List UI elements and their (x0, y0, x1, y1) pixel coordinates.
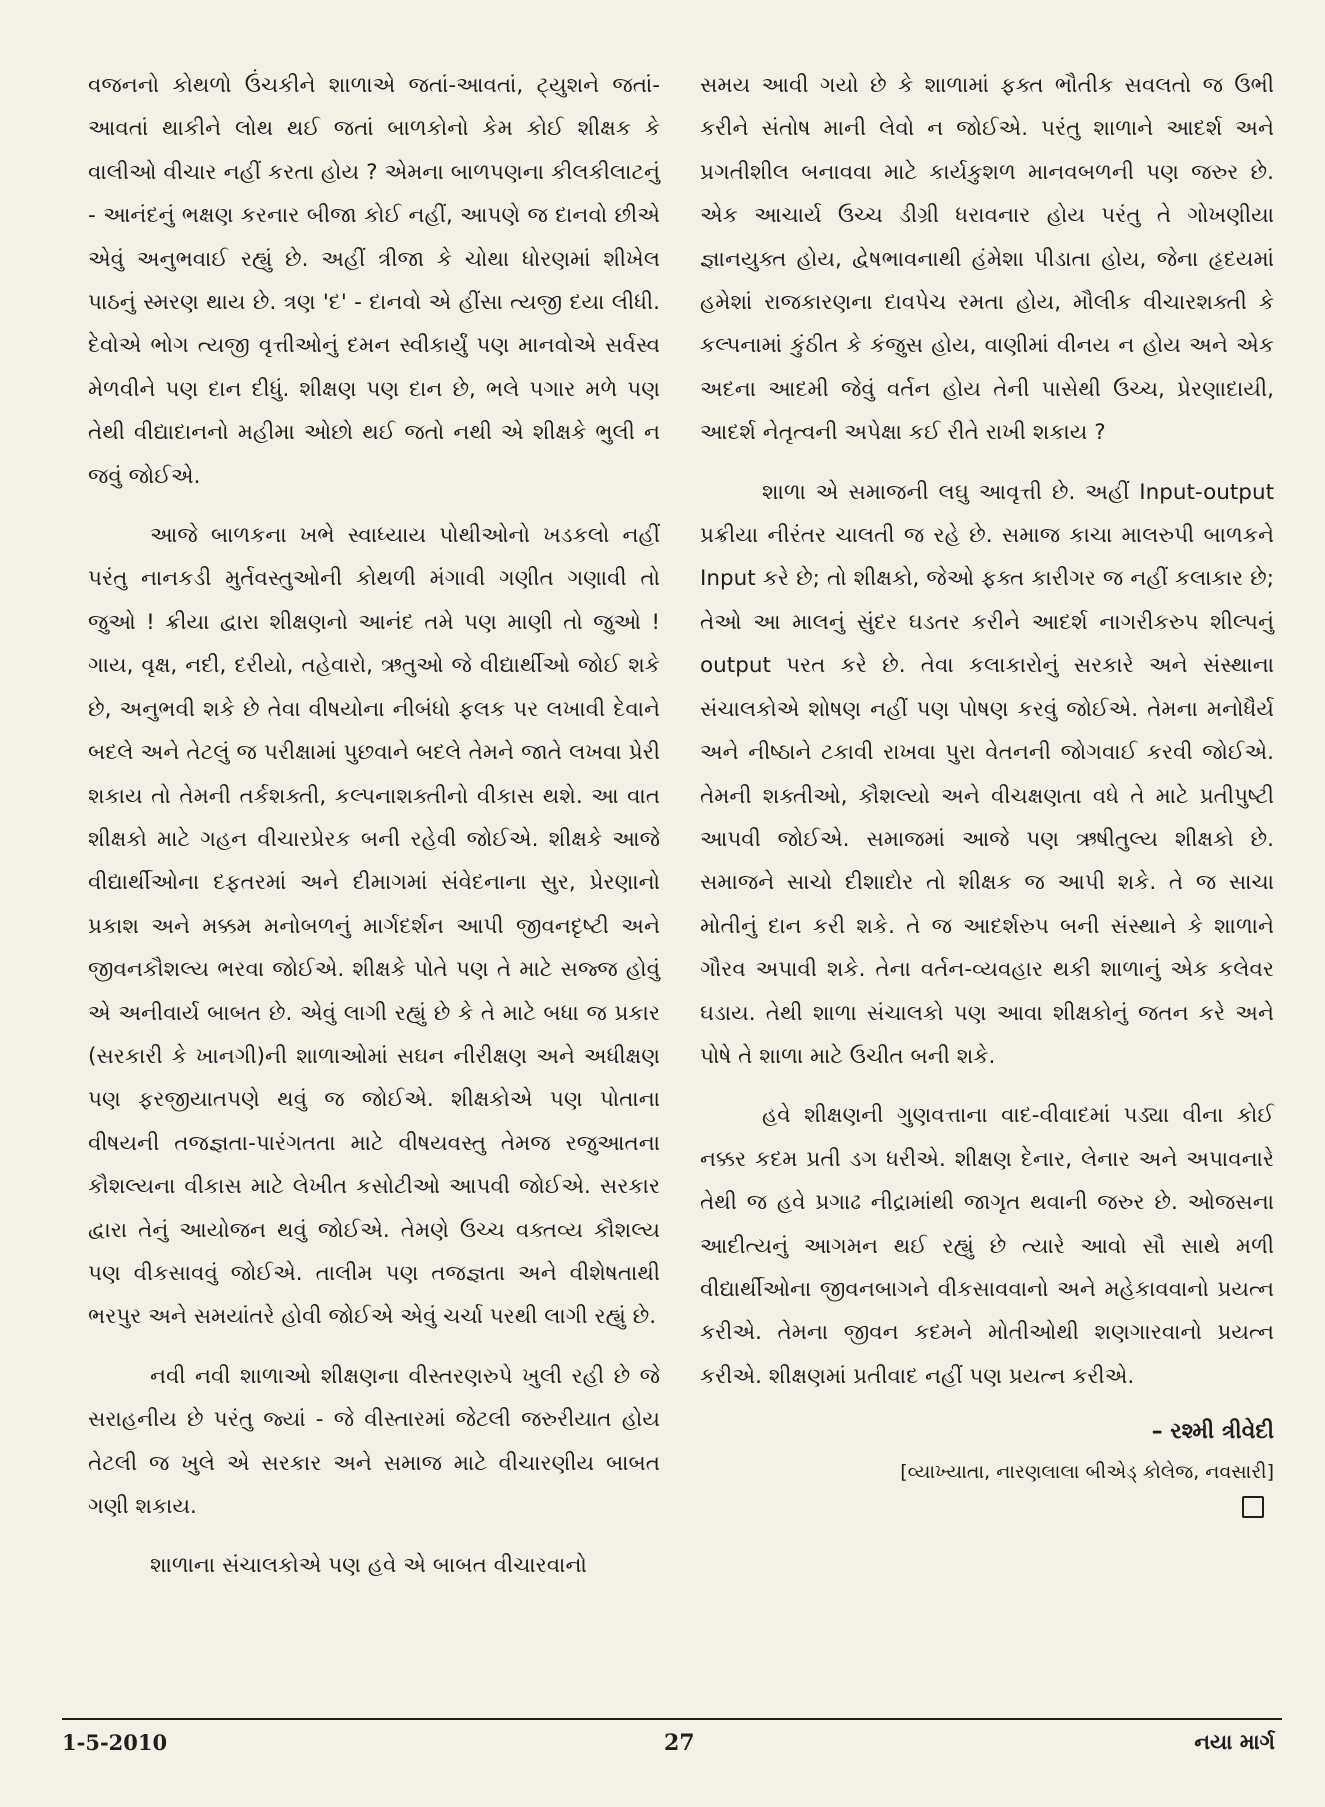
page-number: 27 (664, 1730, 695, 1756)
author-affiliation: [વ્યાખ્યાતા, નારણલાલા બીએડ્ કોલેજ, નવસારી] (900, 1461, 1274, 1484)
paragraph: શાળા એ સમાજની લઘુ આવૃત્તી છે. અહીં Input-output પ્રક્રીયા નીરંતર ચાલતી જ રહે છે. સમાજ કાચા માલરુપી બાળકને Input કરે છે; તો શીક્ષકો, જેઓ ફક્ત કારીગર જ નહીં કલાકાર છે; તેઓ આ માલનું સુંદર ઘડતર કરીને આદર્શ નાગરીકરુપ શીલ્પનું output પરત કરે છે. તેવા કલાકારોનું સરકારે અને સંસ્થાના સંચાલકોએ શોષણ નહીં પણ પોષણ કરવું જોઈએ. તેમના મનોધૈર્ય અને નીષ્ઠાને ટકાવી રાખવા પુરા વેતનની જોગવાઈ કરવી જોઈએ. તેમની શક્તીઓ, કૌશલ્યો અને વીચક્ષણતા વધે તે માટે પ્રતીપુષ્ટી આપવી જોઈએ. સમાજમાં આજે પણ ઋષીતુલ્ય શીક્ષકો છે. સમાજને સાચો દીશાદોર તો શીક્ષક જ આપી શકે. તે જ સાચા મોતીનું દાન કરી શકે. તે જ આદર્શરુપ બની સંસ્થાને કે શાળાને ગૌરવ અપાવી શકે. તેના વર્તન-વ્યવહાર થકી શાળાનું એક કલેવર ઘડાય. તેથી શાળા સંચાલકો પણ આવા શીક્ષકોનું જતન કરે અને પોષે તે શાળા માટે ઉચીત બની શકે. (700, 479, 1274, 1069)
paragraph: શાળાના સંચાલકોએ પણ હવે એ બાબત વીચારવાનો (150, 1553, 587, 1579)
paragraph: આજે બાળકના ખભે સ્વાધ્યાય પોથીઓનો ખડકલો નહીં પરંતુ નાનકડી મુર્તવસ્તુઓની કોથળી મંગાવી ગણીત ગણાવી તો જુઓ ! ક્રીયા દ્વારા શીક્ષણનો આનંદ તમે પણ માણી તો જુઓ ! ગાય, વૃક્ષ, નદી, દરીયો, તહેવારો, ઋતુઓ જે વીદ્યાર્થીઓ જોઈ શકે છે, અનુભવી શકે છે તેવા વીષયોના નીબંધો ફલક પર લખાવી દેવાને બદલે અને તેટલું જ પરીક્ષામાં પુછવાને બદલે તેમને જાતે લખવા પ્રેરી શકાય તો તેમની તર્કશક્તી, કલ્પનાશક્તીનો વીકાસ થશે. આ વાત શીક્ષકો માટે ગહન વીચારપ્રેરક બની રહેવી જોઈએ. શીક્ષકે આજે વીદ્યાર્થીઓના દફતરમાં અને દીમાગમાં સંવેદનાના સુર, પ્રેરણાનો પ્રકાશ અને મક્કમ મનોબળનું માર્ગદર્શન આપી જીવનદૃષ્ટી અને જીવનકૌશલ્ય ભરવા જોઈએ. શીક્ષકે પોતે પણ તે માટે સજ્જ હોવું એ અનીવાર્ય બાબત છે. એવું લાગી રહ્યું છે કે તે માટે બધા જ પ્રકાર (સરકારી કે ખાનગી)ની શાળાઓમાં સઘન નીરીક્ષણ અને અધીક્ષણ પણ ફરજીયાતપણે થવું જ જોઈએ. શીક્ષકોએ પણ પોતાના વીષયની તજજ્ઞતા-પારંગતતા માટે વીષયવસ્તુ તેમજ રજુઆતના કૌશલ્યના વીકાસ માટે લેખીત કસોટીઓ આપવી જોઈએ. સરકાર દ્વારા તેનું આયોજન થવું જોઈએ. તેમણે ઉચ્ચ વક્તવ્ય કૌશલ્ય પણ વીકસાવવું જોઈએ. તાલીમ પણ તજજ્ઞતા અને વીશેષતાથી ભરપુર અને સમયાંતરે હોવી જોઈએ એવું ચર્ચા પરથી લાગી રહ્યું છે. (88, 523, 660, 1330)
issue-date: 1-5-2010 (62, 1730, 168, 1755)
paragraph: વજનનો કોથળો ઉંચકીને શાળાએ જતાં-આવતાં, ટ્યુશને જતાં-આવતાં થાકીને લોથ થઈ જતાં બાળકોનો કેમ કોઈ શીક્ષક કે વાલીઓ વીચાર નહીં કરતા હોય ? એમના બાળપણના કીલકીલાટનું - આનંદનું ભક્ષણ કરનાર બીજા કોઈ નહીં, આપણે જ દાનવો છીએ એવું અનુભવાઈ રહ્યું છે. અહીં ત્રીજા કે ચોથા ધોરણમાં શીખેલ પાઠનું સ્મરણ થાય છે. ત્રણ 'દ' - દાનવો એ હીંસા ત્યજી દયા લીધી. દેવોએ ભોગ ત્યજી વૃત્તીઓનું દમન સ્વીકાર્યું પણ માનવોએ સર્વસ્વ મેળવીને પણ દાન દીધું. શીક્ષણ પણ દાન છે, ભલે પગાર મળે પણ તેથી વીદ્યાદાનનો મહીમા ઓછો થઈ જતો નથી એ શીક્ષકે ભુલી ન જવું જોઈએ. (88, 73, 660, 489)
paragraph: હવે શીક્ષણની ગુણવત્તાના વાદ-વીવાદમાં પડ્યા વીના કોઈ નક્કર કદમ પ્રતી ડગ ધરીએ. શીક્ષણ દેનાર, લેનાર અને અપાવનારે તેથી જ હવે પ્રગાઢ નીદ્રામાંથી જાગૃત થવાની જરુર છે. ઓજસના આદીત્યનું આગમન થઈ રહ્યું છે ત્યારે આવો સૌ સાથે મળી વીદ્યાર્થીઓના જીવનબાગને વીકસાવવાનો અને મહેકાવવાનો પ્રયત્ન કરીએ. તેમના જીવન કદમને મોતીઓથી શણગારવાનો પ્રયત્ન કરીએ. શીક્ષણમાં પ્રતીવાદ નહીં પણ પ્રયત્ન કરીએ. (700, 1103, 1274, 1389)
footer-divider (62, 1718, 1282, 1720)
paragraph: સમય આવી ગયો છે કે શાળામાં ફક્ત ભૌતીક સવલતો જ ઉભી કરીને સંતોષ માની લેવો ન જોઈએ. પરંતુ શાળાને આદર્શ અને પ્રગતીશીલ બનાવવા માટે કાર્યકુશળ માનવબળની પણ જરુર છે. એક આચાર્ય ઉચ્ચ ડીગ્રી ધરાવનાર હોય પરંતુ તે ગોખણીયા જ્ઞાનયુક્ત હોય, દ્વેષભાવનાથી હંમેશા પીડાતા હોય, જેના હૃદયમાં હમેશાં રાજકારણના દાવપેચ રમતા હોય, મૌલીક વીચારશક્તી કે કલ્પનામાં કુંઠીત કે કંજુસ હોય, વાણીમાં વીનય ન હોય અને એક અદના આદમી જેવું વર્તન હોય તેની પાસેથી ઉચ્ચ, પ્રેરણાદાયી, આદર્શ નેતૃત્વની અપેક્ષા કઈ રીતે રાખી શકાય ? (700, 73, 1274, 446)
end-of-article-box-icon (1242, 1496, 1264, 1518)
article-column-left (88, 64, 660, 1588)
paragraph: નવી નવી શાળાઓ શીક્ષણના વીસ્તરણરુપે ખુલી રહી છે જે સરાહનીય છે પરંતુ જ્યાં - જે વીસ્તારમાં જેટલી જરુરીયાત હોય તેટલી જ ખુલે એ સરકાર અને સમાજ માટે વીચારણીય બાબત ગણી શકાય. (88, 1363, 660, 1519)
article-column-right (700, 64, 1274, 1518)
author-signature: – રશ્મી ત્રીવેદી (1151, 1419, 1274, 1445)
journal-name: નયા માર્ગ (1194, 1730, 1275, 1754)
